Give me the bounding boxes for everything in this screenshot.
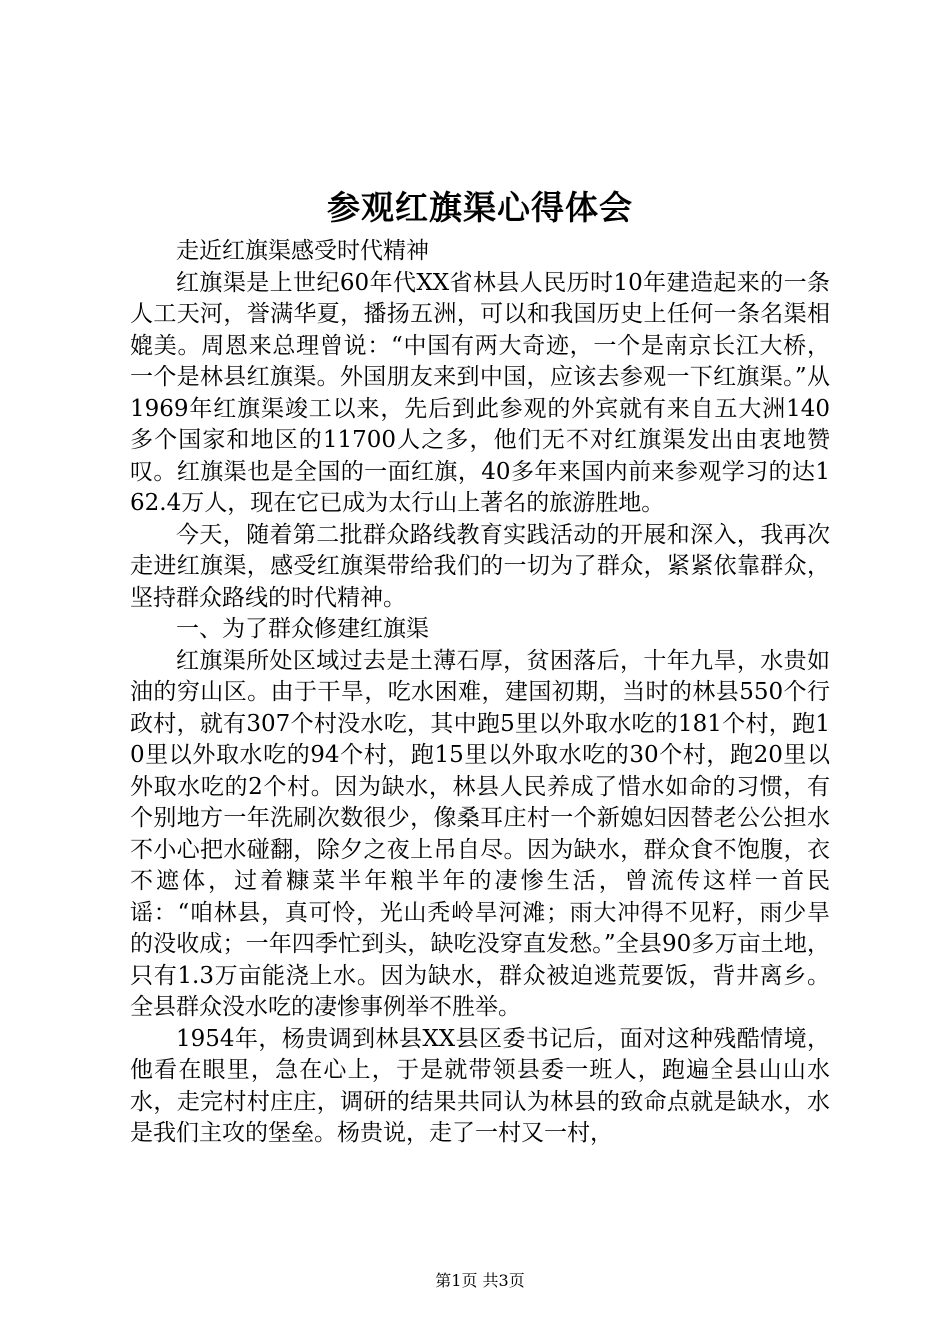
document-title: 参观红旗渠心得体会: [327, 188, 633, 227]
subtitle-paragraph: 走近红旗渠感受时代精神: [176, 238, 429, 264]
body-paragraph: 1954年，杨贵调到林县XX县区委书记后，面对这种残酷情境，他看在眼里，急在心上，于是就带领县委一班人，跑遍全县山山水水，走完村村庄庄，调研的结果共同认为林县的致命点就是缺水，水是我们主攻的堡垒。杨贵说，走了一村又一村，: [130, 1025, 830, 1146]
body-paragraph: 红旗渠所处区域过去是土薄石厚，贫困落后，十年九旱，水贵如油的穷山区。由于干旱，吃水困难，建国初期，当时的林县550个行政村，就有307个村没水吃，其中跑5里以外取水吃的181个村，跑10里以外取水吃的94个村，跑15里以外取水吃的30个村，跑20里以外取水吃的2个村。因为缺水，林县人民养成了惜水如命的习惯，有个别地方一年洗刷次数很少，像桑耳庄村一个新媳妇因替老公公担水不小心把水碰翻，除夕之夜上吊自尽。因为缺水，群众食不饱腹，衣不遮体，过着糠菜半年粮半年的凄惨生活，曾流传这样一首民谣：“咱林县，真可怜，光山秃岭旱河滩；雨大冲得不见籽，雨少旱的没收成；一年四季忙到头，缺吃没穿直发愁。”全县90多万亩土地，只有1.3万亩能浇上水。因为缺水，群众被迫逃荒要饭，背井离乡。全县群众没水吃的凄惨事例举不胜举。: [130, 647, 830, 1020]
body-paragraph: 红旗渠是上世纪60年代XX省林县人民历时10年建造起来的一条人工天河，誉满华夏，播扬五洲，可以和我国历史上任何一条名渠相媲美。周恩来总理曾说：“中国有两大奇迹，一个是南京长江大桥，一个是林县红旗渠。外国朋友来到中国，应该去参观一下红旗渠。”从1969年红旗渠竣工以来，先后到此参观的外宾就有来自五大洲140多个国家和地区的11700人之多，他们无不对红旗渠发出由衷地赞叹。红旗渠也是全国的一面红旗，40多年来国内前来参观学习的达162.4万人，现在它已成为太行山上著名的旅游胜地。: [130, 269, 830, 516]
section-heading: 一、为了群众修建红旗渠: [176, 616, 429, 642]
document-body: [130, 236, 830, 1150]
body-paragraph: 今天，随着第二批群众路线教育实践活动的开展和深入，我再次走进红旗渠，感受红旗渠带给我们的一切为了群众，紧紧依靠群众，坚持群众路线的时代精神。: [130, 521, 830, 611]
page-footer: 第1页 共3页: [435, 1271, 525, 1290]
document-page: [130, 0, 830, 1344]
